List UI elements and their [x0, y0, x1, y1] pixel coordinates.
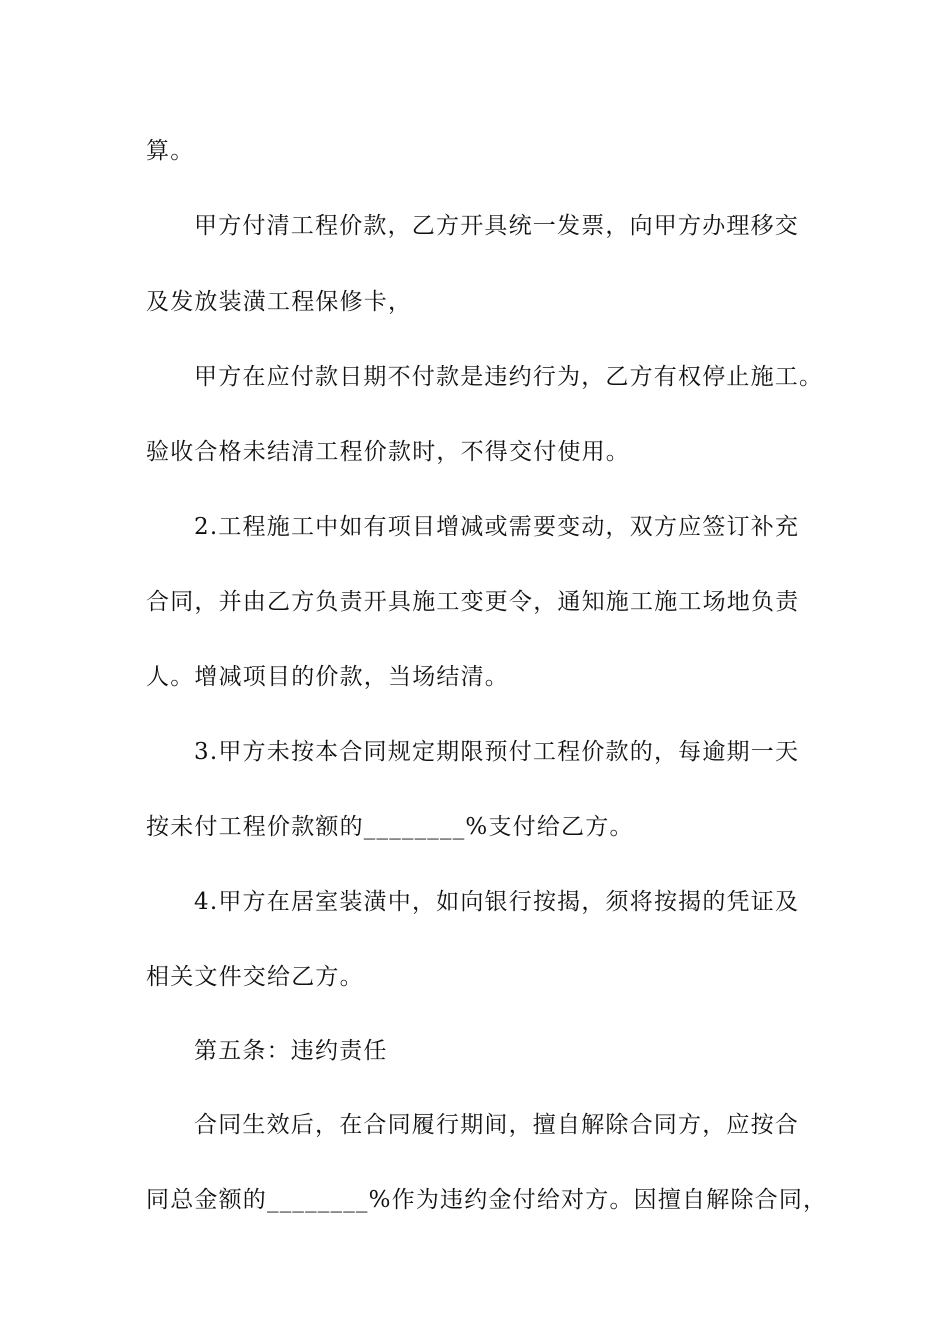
text-line-10: 按未付工程价款额的________%支付给乙方。 — [146, 814, 634, 840]
text-line-7: 合同，并由乙方负责开具施工变更令，通知施工施工场地负责 — [146, 589, 800, 615]
text-line-6: 2.工程施工中如有项目增减或需要变动，双方应签订补充 — [194, 514, 800, 540]
text-line-15: 同总金额的________%作为违约金付给对方。因擅自解除合同， — [146, 1187, 828, 1213]
text-line-12: 相关文件交给乙方。 — [146, 964, 364, 990]
section-heading: 第五条：违约责任 — [194, 1038, 388, 1064]
text-line-14: 合同生效后，在合同履行期间，擅自解除合同方，应按合 — [194, 1112, 799, 1138]
text-line-2: 甲方付清工程价款，乙方开具统一发票，向甲方办理移交 — [194, 213, 799, 239]
text-line-5: 验收合格未结清工程价款时，不得交付使用。 — [146, 439, 630, 465]
text-line-8: 人。增减项目的价款，当场结清。 — [146, 664, 509, 690]
text-line-9: 3.甲方未按本合同规定期限预付工程价款的，每逾期一天 — [194, 739, 800, 765]
text-line-1: 算。 — [146, 138, 195, 164]
text-line-3: 及发放装潢工程保修卡， — [146, 289, 413, 315]
text-line-11: 4.甲方在居室装潢中，如向银行按揭，须将按揭的凭证及 — [194, 889, 800, 915]
text-line-4: 甲方在应付款日期不付款是违约行为，乙方有权停止施工。 — [194, 364, 824, 390]
